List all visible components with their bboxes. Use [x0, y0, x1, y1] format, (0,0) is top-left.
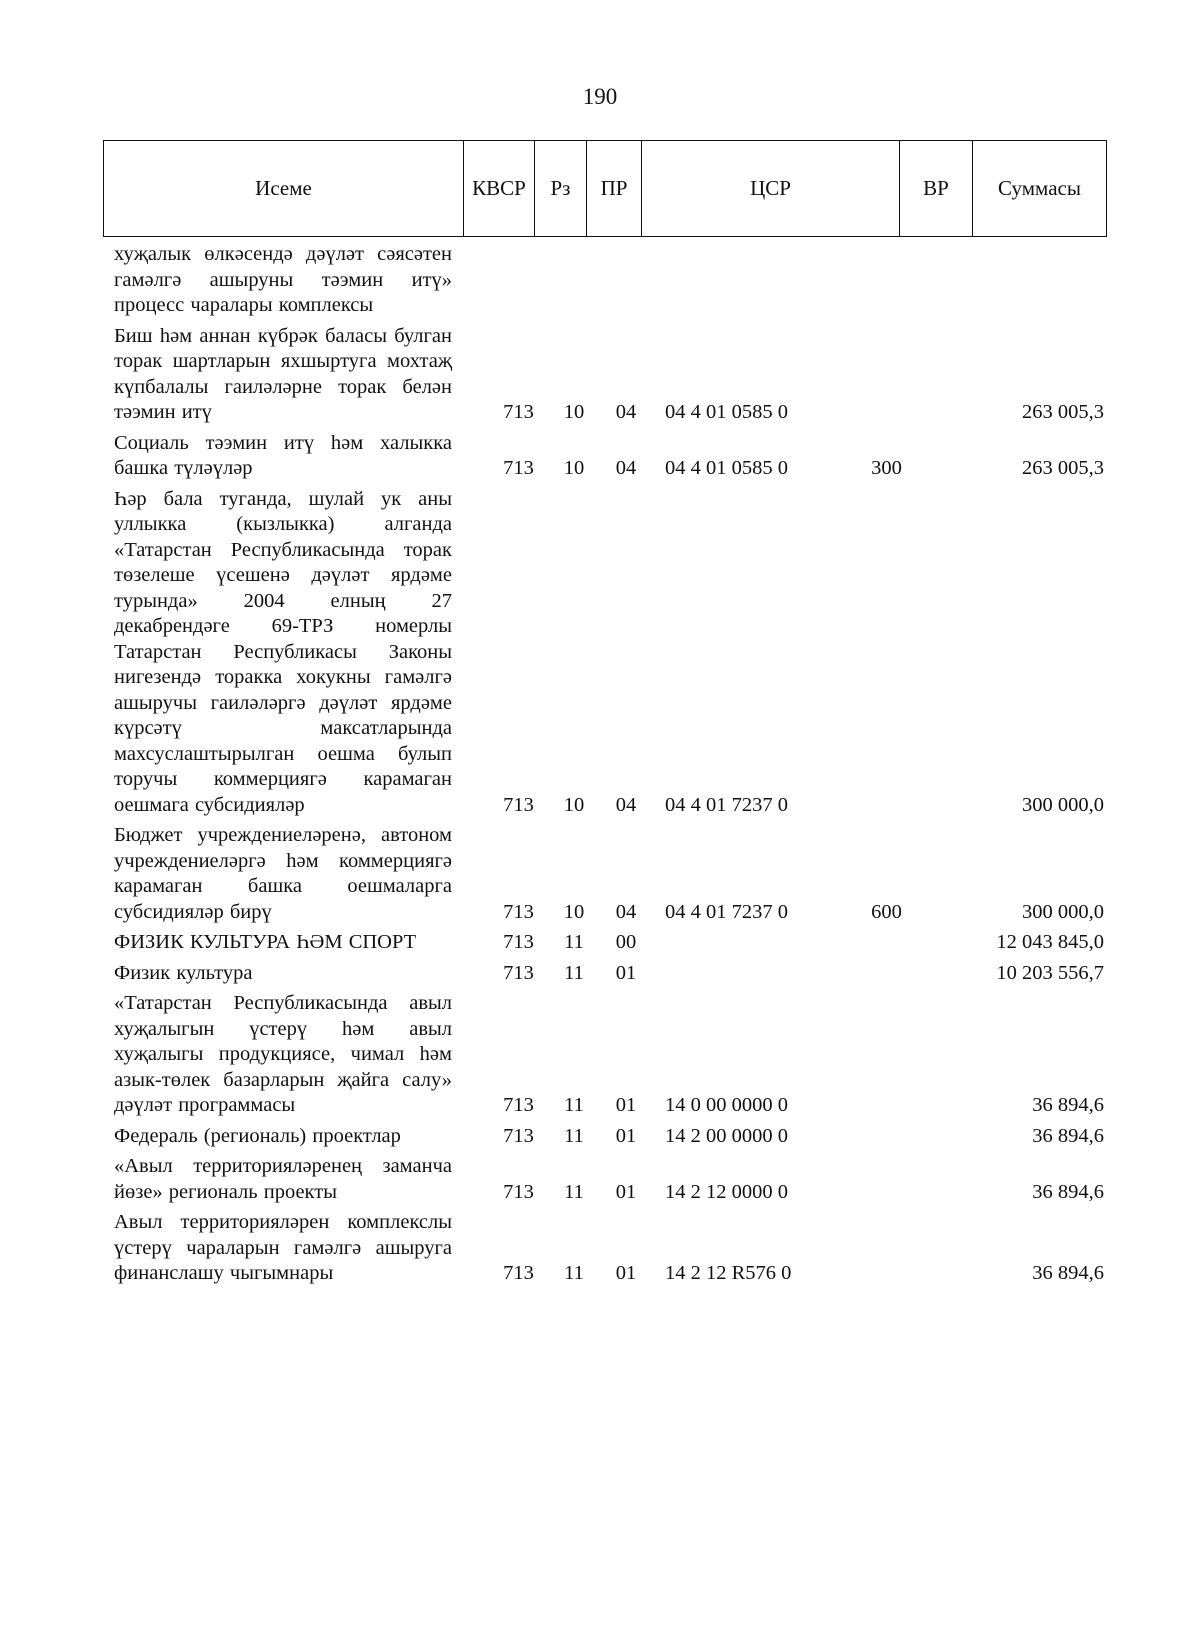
row-csr: 14 2 12 R576 0 — [665, 1262, 792, 1284]
row-kvsr: 713 — [503, 1262, 534, 1284]
row-rz: 10 — [563, 401, 585, 423]
table-row — [114, 242, 1104, 319]
row-sum: 263 005,3 — [1022, 401, 1104, 423]
row-kvsr: 713 — [503, 1094, 534, 1116]
header-csr: ЦСР — [642, 141, 900, 236]
row-kvsr: 713 — [503, 401, 534, 423]
row-rz: 11 — [564, 1124, 584, 1147]
row-csr: 04 4 01 0585 0 — [665, 457, 788, 479]
row-name: Федераль (региональ) проектлар — [114, 1124, 401, 1147]
row-sum: 300 000,0 — [1022, 900, 1104, 923]
row-name: Һәр бала туганда, шулай ук аны уллыкка (кызлыкка) алганда «Татарстан Республикасында торак төзелеше үсешенә дәүләт ярдәме турында» 2004 елның 27 декабрендәге 69-ТРЗ номерлы Татарстан Республикасы Законы нигезендә торакка хокукны гамәлгә ашыручы гаиләләргә дәүләт ярдәме күрсәтү максатларында махсуслаштырылган оешма булып торучы коммерциягә карамаган оешмага субсидияләр — [114, 487, 452, 816]
table-body — [114, 242, 1104, 1292]
table-header — [103, 140, 1107, 237]
row-sum: 263 005,3 — [1022, 457, 1104, 479]
row-rz: 11 — [564, 961, 584, 984]
row-sum: 36 894,6 — [1032, 1262, 1104, 1284]
table-row — [114, 487, 1104, 819]
row-sum: 36 894,6 — [1032, 1124, 1104, 1147]
row-kvsr: 713 — [503, 793, 534, 816]
row-csr: 04 4 01 0585 0 — [665, 401, 788, 423]
row-rz: 11 — [564, 1094, 584, 1116]
row-name: Авыл территорияләрен комплекслы үстерү чараларын гамәлгә ашыруга финанслашу чыгымнары — [114, 1211, 452, 1284]
row-pr: 04 — [615, 401, 637, 423]
row-name: Биш һәм аннан күбрәк баласы булган торак шартларын яхшыртуга мохтаҗ күпбалалы гаиләләрне торак белән тәэмин итү — [114, 324, 452, 423]
row-pr: 01 — [615, 1180, 637, 1203]
row-csr: 14 2 00 0000 0 — [665, 1124, 788, 1147]
table-row — [114, 324, 1104, 426]
row-pr: 01 — [615, 1124, 637, 1147]
table-row — [114, 1124, 1104, 1150]
row-name: Социаль тәэмин итү һәм халыкка башка түләүләр — [114, 431, 452, 479]
page-number: 190 — [582, 84, 618, 109]
row-pr: 04 — [615, 457, 637, 479]
row-pr: 00 — [615, 931, 637, 953]
row-pr: 01 — [615, 961, 637, 984]
row-vr: 600 — [871, 900, 902, 923]
table-row — [114, 1210, 1104, 1287]
row-kvsr: 713 — [503, 931, 534, 953]
header-rz: Рз — [535, 141, 587, 236]
row-kvsr: 713 — [503, 961, 534, 984]
table-row — [114, 1154, 1104, 1205]
table-row — [114, 930, 1104, 956]
row-sum: 36 894,6 — [1032, 1180, 1104, 1203]
row-sum: 36 894,6 — [1032, 1094, 1104, 1116]
row-csr: 14 2 12 0000 0 — [665, 1180, 788, 1203]
row-sum: 300 000,0 — [1022, 793, 1104, 816]
row-csr: 04 4 01 7237 0 — [665, 900, 788, 923]
row-name: ФИЗИК КУЛЬТУРА ҺӘМ СПОРТ — [114, 931, 417, 953]
row-csr: 14 0 00 0000 0 — [665, 1094, 788, 1116]
table-row — [114, 431, 1104, 482]
table-row — [114, 823, 1104, 925]
header-pr: ПР — [587, 141, 642, 236]
header-name: Исеме — [104, 141, 464, 236]
row-rz: 11 — [564, 1180, 584, 1203]
row-rz: 10 — [563, 457, 585, 479]
row-kvsr: 713 — [503, 1180, 534, 1203]
header-kvsr: КВСР — [464, 141, 535, 236]
row-csr: 04 4 01 7237 0 — [665, 793, 788, 816]
row-name: «Авыл территорияләренең заманча йөзе» региональ проекты — [114, 1155, 452, 1203]
row-pr: 01 — [615, 1094, 637, 1116]
row-kvsr: 713 — [503, 457, 534, 479]
row-name: Физик культура — [114, 961, 253, 984]
row-pr: 04 — [615, 793, 637, 816]
row-name: «Татарстан Республикасында авыл хуҗалыгын үстерү һәм авыл хуҗалыгы продукциясе, чимал һәм азык-төлек базарларын җайга салу» дәүләт программасы — [114, 992, 452, 1116]
row-vr: 300 — [871, 457, 902, 479]
table-row — [114, 991, 1104, 1119]
row-name: Бюджет учреждениеләренә, автоном учреждениеләргә һәм коммерциягә карамаган башка оешмаларга субсидияләр бирү — [114, 824, 452, 923]
row-sum: 12 043 845,0 — [996, 931, 1104, 953]
row-rz: 11 — [564, 1262, 584, 1284]
header-sum: Суммасы — [998, 176, 1081, 200]
row-kvsr: 713 — [503, 900, 534, 923]
row-name: хуҗалык өлкәсендә дәүләт сәясәтен гамәлгә ашыруны тәэмин итү» процесс чаралары комплексы — [114, 243, 452, 316]
row-kvsr: 713 — [503, 1124, 534, 1147]
row-pr: 01 — [615, 1262, 637, 1284]
row-rz: 11 — [564, 931, 584, 953]
row-rz: 10 — [563, 900, 585, 923]
header-vr: ВР — [900, 141, 973, 236]
row-sum: 10 203 556,7 — [996, 961, 1104, 984]
row-rz: 10 — [563, 793, 585, 816]
row-pr: 04 — [615, 900, 637, 923]
table-row — [114, 961, 1104, 987]
